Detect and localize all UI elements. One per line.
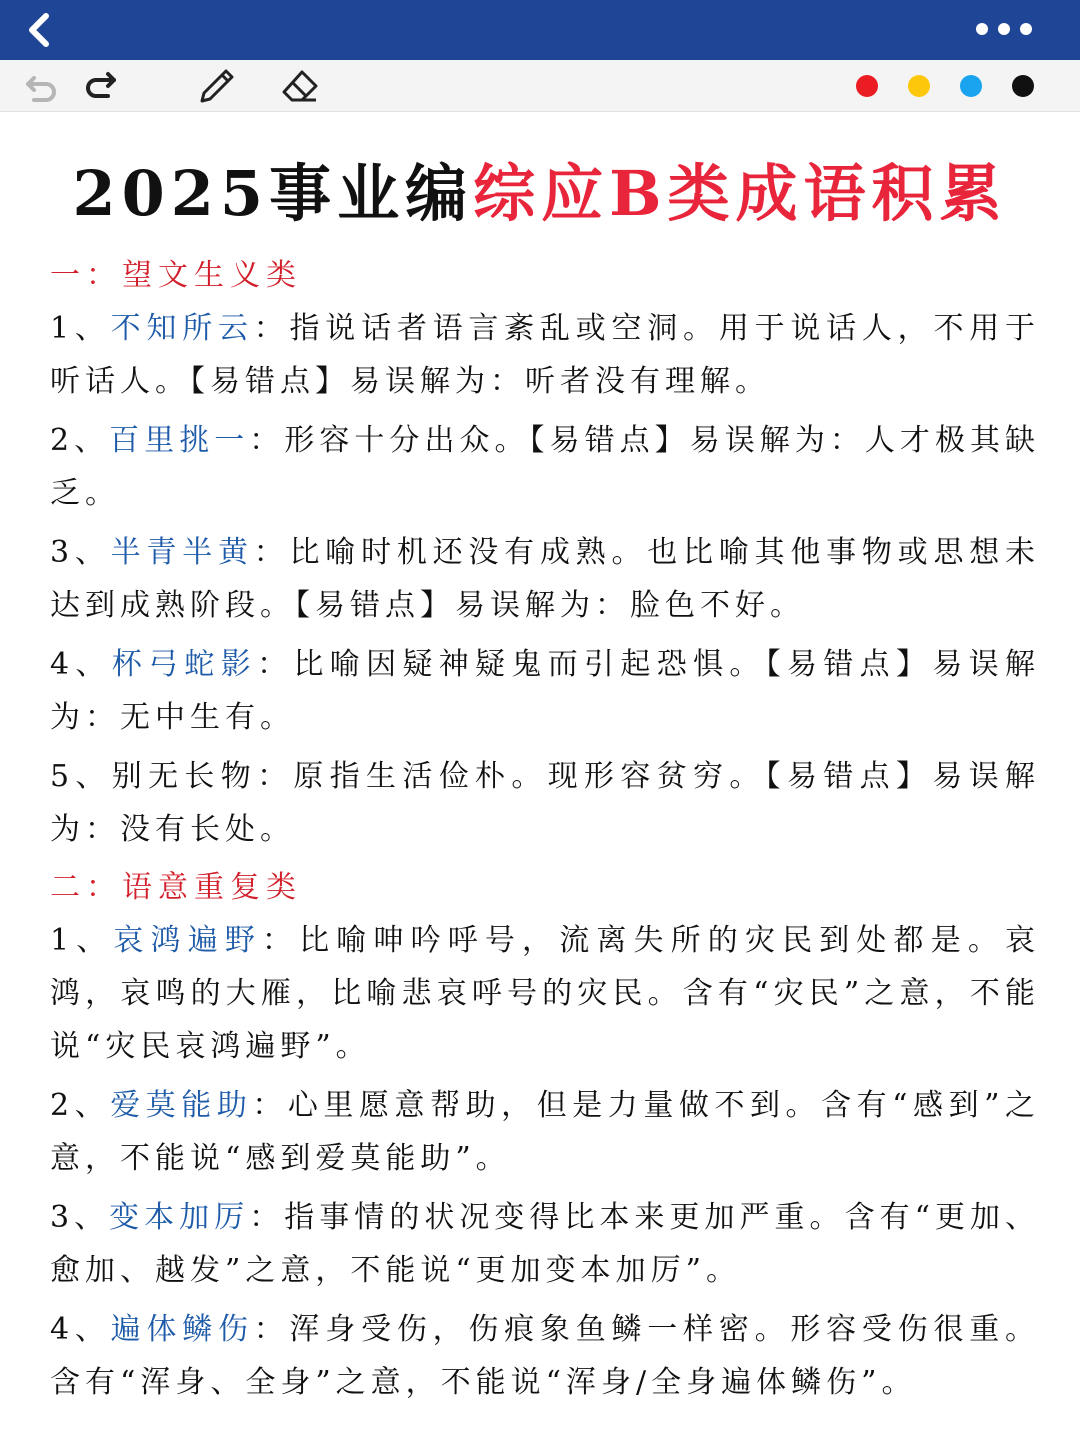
item-number: 2、: [50, 423, 110, 458]
item-number: 3、: [50, 535, 111, 570]
idiom-term: 哀鸿遍野: [113, 923, 262, 958]
color-swatch-black[interactable]: [1012, 75, 1034, 97]
more-dots-icon: [1020, 23, 1032, 35]
item-number: 1、: [50, 311, 111, 346]
more-options-button[interactable]: [976, 18, 1040, 40]
idiom-term: 变本加厉: [109, 1200, 250, 1235]
idiom-term: 百里挑一: [109, 423, 250, 458]
item-number: 5、: [50, 759, 112, 794]
idiom-list: [50, 250, 1040, 1415]
note-page: [0, 112, 1080, 1443]
eraser-tool-button[interactable]: [280, 68, 320, 104]
section-heading: 二：语意重复类: [50, 870, 302, 905]
item-number: 4、: [50, 647, 112, 682]
more-dots-icon: [976, 23, 988, 35]
redo-button[interactable]: [80, 68, 120, 104]
idiom-term: 爱莫能助: [110, 1088, 253, 1123]
item-number: 3、: [50, 1200, 110, 1235]
idiom-explanation: ：指事情的状况变得比本来更加严重。含有“更加、愈加、越发”之意，不能说“更加变本加厉”。: [50, 1200, 1041, 1288]
title-part-red: 综应B类成语积累: [473, 157, 1008, 230]
idiom-explanation: ：指说话者语言紊乱或空洞。用于说话人，不用于听话人。【易错点】易误解为：听者没有理解。: [50, 311, 1041, 399]
more-dots-icon: [998, 23, 1010, 35]
idiom-explanation: ：浑身受伤，伤痕象鱼鳞一样密。形容受伤很重。含有“浑身、全身”之意，不能说“浑身/全身遍体鳞伤”。: [50, 1312, 1041, 1400]
idiom-explanation: 别无长物：原指生活俭朴。现形容贫穷。【易错点】易误解为：没有长处。: [50, 759, 1040, 847]
list-item: [50, 1079, 1040, 1185]
pencil-tool-button[interactable]: [196, 68, 236, 104]
section-heading: 一：望文生义类: [50, 258, 302, 293]
idiom-explanation: ：心里愿意帮助，但是力量做不到。含有“感到”之意，不能说“感到爱莫能助”。: [50, 1088, 1041, 1176]
list-item: [50, 638, 1040, 744]
list-item: [50, 302, 1040, 408]
drawing-toolbar: [0, 60, 1080, 112]
redo-icon: [80, 68, 120, 104]
idiom-explanation: ：比喻时机还没有成熟。也比喻其他事物或思想未达到成熟阶段。【易错点】易误解为：脸色不好。: [50, 535, 1041, 623]
list-item: [50, 914, 1040, 1073]
back-button[interactable]: [18, 8, 62, 52]
undo-icon: [22, 68, 62, 104]
list-item: [50, 526, 1040, 632]
eraser-icon: [280, 68, 320, 104]
item-number: 1、: [50, 923, 114, 958]
idiom-term: 遍体鳞伤: [110, 1312, 254, 1347]
title-part-black: 2025事业编: [72, 157, 474, 230]
color-swatch-red[interactable]: [856, 75, 878, 97]
pencil-icon: [196, 68, 236, 104]
undo-button[interactable]: [22, 68, 62, 104]
list-item: [50, 1303, 1040, 1409]
idiom-explanation: ：比喻呻吟呼号，流离失所的灾民到处都是。哀鸿，哀鸣的大雁，比喻悲哀呼号的灾民。含有“灾民”之意，不能说“灾民哀鸿遍野”。: [50, 923, 1041, 1064]
item-number: 4、: [50, 1312, 111, 1347]
top-navigation-bar: [0, 0, 1080, 60]
color-swatch-yellow[interactable]: [908, 75, 930, 97]
list-item: [50, 1191, 1040, 1297]
list-item: [50, 750, 1040, 856]
idiom-term: 杯弓蛇影: [111, 647, 258, 682]
idiom-explanation: ：比喻因疑神疑鬼而引起恐惧。【易错点】易误解为：无中生有。: [50, 647, 1041, 735]
idiom-explanation: ：形容十分出众。【易错点】易误解为：人才极其缺乏。: [50, 423, 1041, 511]
chevron-left-icon: [18, 8, 62, 52]
idiom-term: 不知所云: [110, 311, 254, 346]
idiom-term: 半青半黄: [110, 535, 254, 570]
page-title: [0, 144, 1080, 233]
list-item: [50, 414, 1040, 520]
item-number: 2、: [50, 1088, 111, 1123]
color-swatch-blue[interactable]: [960, 75, 982, 97]
